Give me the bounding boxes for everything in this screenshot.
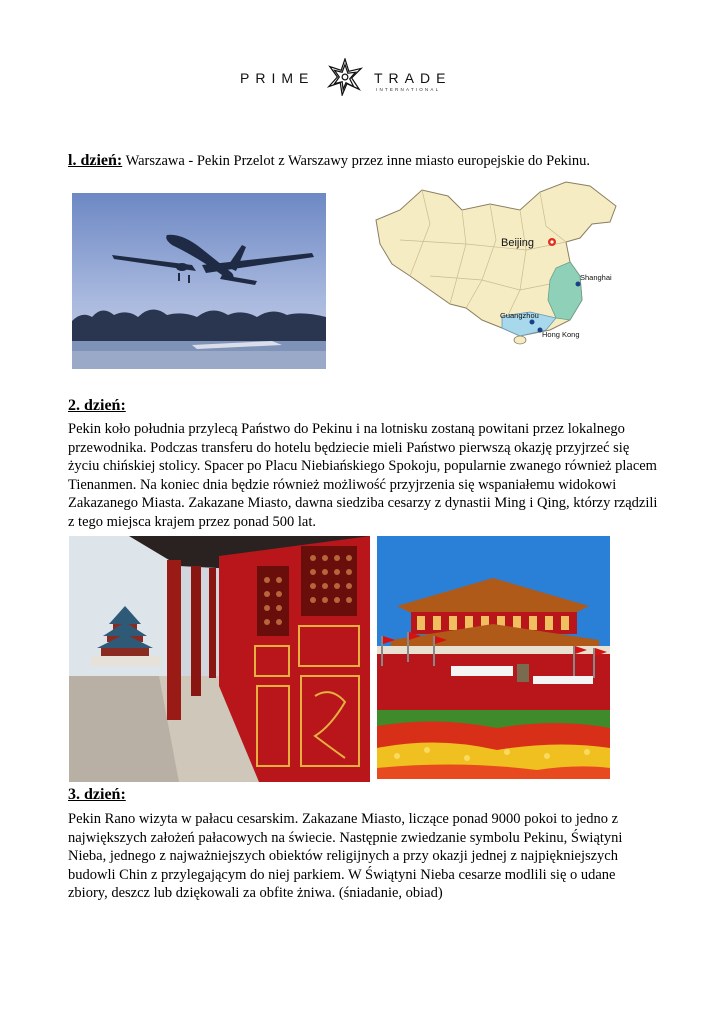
day2-paragraph: Pekin koło południa przylecą Państwo do Pekinu i na lotnisku zostaną powitani przez lokalnego przewodnika. Podczas transferu do hotelu będziecie mieli Państwo pierwszą okazję przyjrzeć się życiu chińskiej stolicy. Spacer po Placu Niebiańskiego Spokoju, popularnie zwanego również placem Tienanmen. Na koniec dnia będzie również możliwość przyjrzenia się wspaniałemu widokowi Zakazanego Miasta. Zakazane Miasto, dawna siedziba cesarzy z dynastii Ming i Qing, którzy rządzili z tego miejsca krajem przez ponad 500 lat. [68, 421, 658, 530]
temple-corridor-photo [69, 536, 370, 782]
day2-title: 2. dzień: [68, 397, 126, 414]
day3-title: 3. dzień: [68, 786, 126, 803]
china-map [370, 180, 620, 348]
logo-subtitle: INTERNATIONAL [376, 87, 441, 92]
airplane-photo [72, 193, 326, 369]
map-label-shanghai: Shanghai [580, 273, 612, 282]
china-land [376, 182, 616, 336]
day1-title: l. dzień: [68, 152, 123, 169]
day2-heading [68, 397, 126, 415]
day1-line [68, 152, 590, 170]
map-label-guangzhou: Guangzhou [500, 311, 539, 320]
logo-word-right: TRADE [374, 70, 452, 86]
day3-paragraph: Pekin Rano wizyta w pałacu cesarskim. Zakazane Miasto, liczące ponad 9000 pokoi to jedno z największych założeń pałacowych na świecie. Następnie zwiedzanie symbolu Pekinu, Świątyni Nieba, jednego z najważniejszych obiektów religijnych a przy okazji jednej z najpiękniejszych budowli Chin z przylegającym do niej parkiem. W Świątyni Nieba cesarze modlili się o udane zbiory, deszcz lub dziękowali za obfite żniwa. (śniadanie, obiad) [68, 811, 623, 901]
tiananmen-gate-photo [377, 536, 610, 779]
day1-text: Warszawa - Pekin Przelot z Warszawy przez inne miasto europejskie do Pekinu. [122, 153, 591, 169]
day3-heading [68, 786, 126, 804]
map-label-hong-kong: Hong Kong [542, 330, 580, 339]
logo-word-left: PRIME [240, 70, 315, 86]
map-label-beijing: Beijing [501, 237, 535, 249]
prime-trade-logo [240, 56, 460, 98]
compass-star-icon [326, 58, 364, 96]
